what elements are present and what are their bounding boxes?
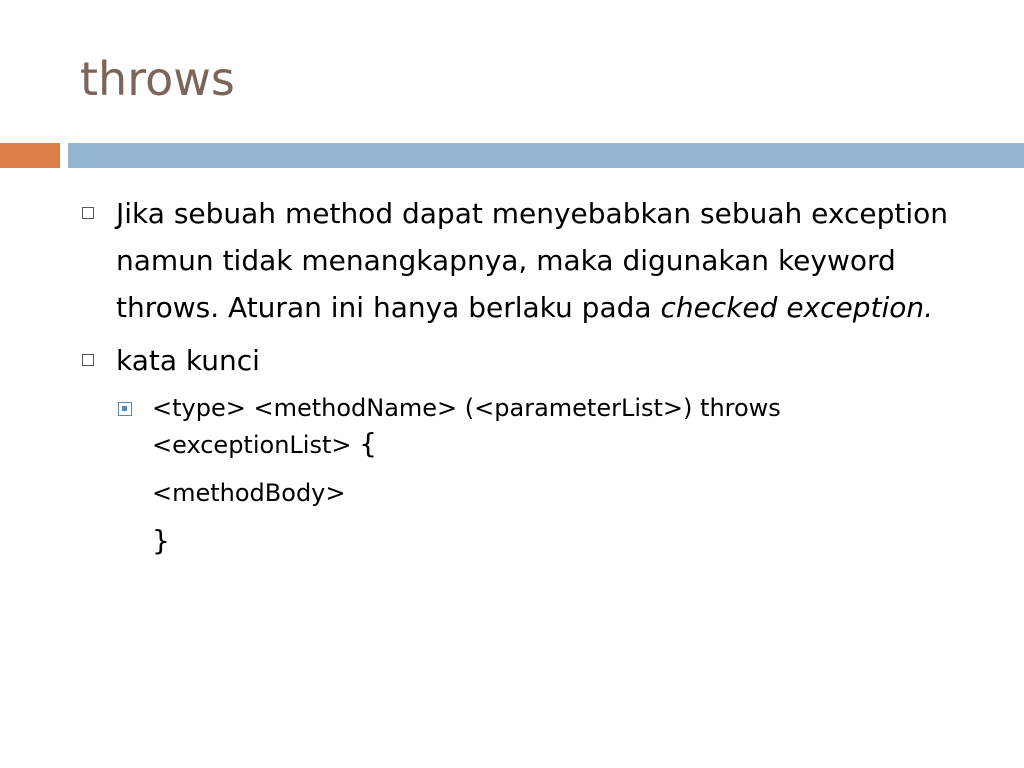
bullet-text-italic: checked exception. [660,291,934,324]
slide-title: throws [80,52,235,106]
accent-bar-orange [0,143,60,168]
bullet-text: kata kunci [116,344,260,377]
code-line-brace-close: } [152,524,170,557]
bullet-item [80,190,960,331]
filled-square-bullet-icon [118,402,132,416]
bullet-item [80,337,960,384]
brace-open: { [359,427,377,460]
hollow-square-bullet-icon [82,207,94,219]
accent-bar-blue [68,143,1024,168]
sub-bullet-item [116,390,960,463]
hollow-square-bullet-icon [82,354,94,366]
slide-content [80,190,960,559]
sub-bullet-text: <type> <methodName> (<parameterList>) throws <exceptionList> [152,394,781,459]
bullet-text: Jika sebuah method dapat menyebabkan sebuah exception namun tidak menangkapnya, maka digunakan keyword throws. Aturan ini hanya berlaku pada [116,197,948,324]
code-line-method-body: <methodBody> [152,479,346,507]
